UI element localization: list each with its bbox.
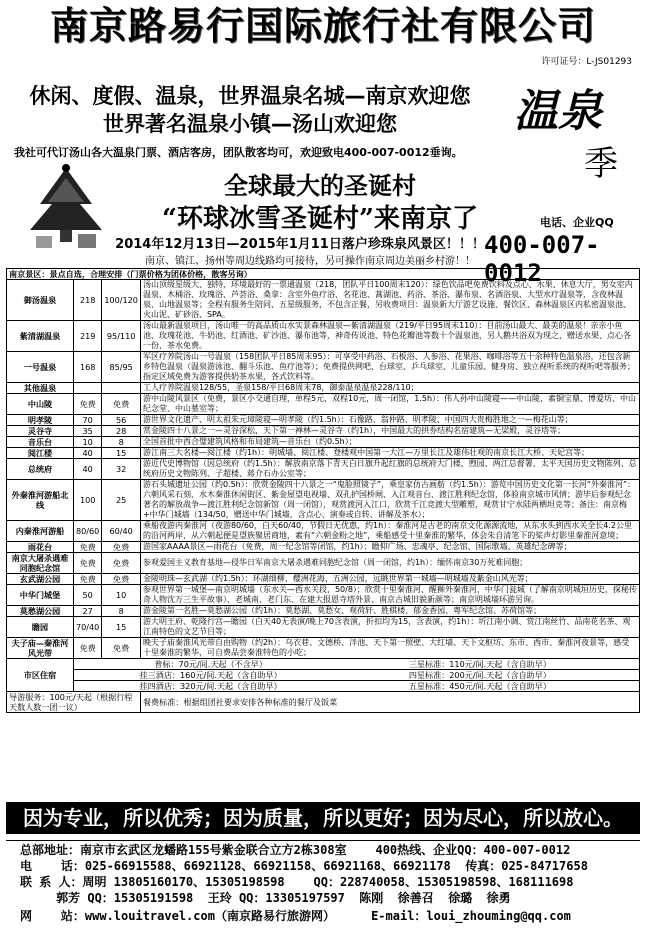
attraction-name: 莫愁湖公园 xyxy=(7,606,74,617)
group-price: 85/95 xyxy=(102,352,141,383)
attraction-description: 游大明王府、乾隆行宫—瞻园（白天40无表演/晚上70含表演，折扣均为15，含表演，约1h）：圻江南小调、赏江南丝竹、品南花名茶、观江南特色的文艺节目等； xyxy=(140,617,639,638)
list-price: 70 xyxy=(74,415,102,426)
hotline-number: 400-007-0012 xyxy=(484,231,600,287)
list-price: 219 xyxy=(74,321,102,352)
company-title: 南京路易行国际旅行社有限公司 xyxy=(49,3,596,48)
group-price: 100/120 xyxy=(102,280,141,321)
attraction-description: 游国家AAAA景区—雨花台（免费，周一纪念馆等闭馆，约1h）：瞻仰广场、忠魂亭、纪念馆、国际歌墙、英雄纪念碑等； xyxy=(140,542,639,553)
table-row xyxy=(7,585,640,606)
table-row xyxy=(7,437,640,448)
list-price: 免费 xyxy=(74,394,102,415)
attraction-name: 阅江楼 xyxy=(7,448,74,459)
attraction-name: 夫子庙—秦淮河风光带 xyxy=(7,638,74,659)
attraction-name: 中华门城堡 xyxy=(7,585,74,606)
table-row xyxy=(7,606,640,617)
list-price: 40 xyxy=(74,459,102,480)
list-price: 40 xyxy=(74,448,102,459)
hotel-price-cell xyxy=(74,670,640,681)
attraction-description: 晚夫子庙秦淮风光带自由购物（约2h）：乌衣巷、文德桥、泮池、天下第一照壁、大红墙、天下文枢坊、东市、西市、秦淮河夜景等，感受十里秦淮的繁华，可自费品尝秦淮特色的小吃； xyxy=(140,638,639,659)
attraction-description: 金陵明珠—玄武湖（约1.5h）：环湖细柳、樱洲花海、五洲公园，远眺世界第一城墙—明城墙及紫金山风光等； xyxy=(140,574,639,585)
attraction-name: 雨花台 xyxy=(7,542,74,553)
list-price xyxy=(74,383,102,394)
attraction-description: 游近代史博物馆（因总统府（约1.5h）：解放南京落下青天白日旗升起红旗的总统府大门楼，煦园、两江总督署、太平天国历史文物陈列、总统府历史文物陈列、子超楼、蒋介石办公室等； xyxy=(140,459,639,480)
attraction-description: 游江南三大名楼—阅江楼（约1h）：明城墙、阅江楼、登楼观中国第一大江—万里长江及雄伟壮观的南京长江大桥、天妃宫等； xyxy=(140,448,639,459)
table-row xyxy=(7,352,640,383)
attraction-name: 一号温泉 xyxy=(7,352,74,383)
footer-contacts-2: 郭芳 QQ：15305191598 王玲 QQ：13305197597 陈刚 徐善召 徐璐 徐勇 xyxy=(20,891,511,905)
slogan-line-2: 世界著名温泉小镇—汤山欢迎您 xyxy=(103,112,397,136)
attraction-name: 外秦淮河游船北线 xyxy=(7,480,74,521)
group-price: 15 xyxy=(102,617,141,638)
guide-service: 导游服务：100元/天起（根据行程天数人数一团一议） xyxy=(7,692,141,713)
attractions-table xyxy=(6,268,640,713)
table-row xyxy=(7,383,640,394)
group-price: 15 xyxy=(102,448,141,459)
list-price: 70/40 xyxy=(74,617,102,638)
group-price: 25 xyxy=(102,480,141,521)
attraction-name: 紫清湖温泉 xyxy=(7,321,74,352)
hotel-price-left: 挂四酒店：320元/间.天起（含自助早） xyxy=(139,681,282,691)
attraction-description: 汤山顶级星级大、独特，环境最好的一票通温泉（218，团队平日100周末120）：绿色饮品吧免费饮料及点心、水果、休息大厅，男女室内温泉、木桶浴、玫瑰浴、芦荟浴、桑拿：含室外鱼疗浴、名花池、蒿湖池、药浴、茶浴、瀑布泉、名酒浴泉、大型水疗温泉等，含夜林温泉、山地温泉等；全程有服务生陪同、五星级服务，不包含正餐，另收费项目：温泉新大厅游艺设施、餐饮区、森林温泉区内私密温泉池、火山泥、矿砂浴、SPA。 xyxy=(140,280,639,321)
attraction-name: 瞻园 xyxy=(7,617,74,638)
agency-note: 我社可代订汤山各大温泉门票、酒店客房，团队散客均可，欢迎致电400-007-0012垂询。 xyxy=(14,146,463,159)
hotel-price-cell xyxy=(74,681,640,692)
list-price: 免费 xyxy=(74,553,102,574)
list-price: 免费 xyxy=(74,638,102,659)
hotel-price-right: 五星标准：450元/间.天起（含自助早） xyxy=(408,681,551,691)
footer-phone: 电 话：025-66915588、66921128、66921158、66921168、66921178 传真：025-84717658 xyxy=(20,859,588,873)
hotel-price-right: 三星标准：110元/间.天起（含自助早） xyxy=(408,659,551,669)
table-row xyxy=(7,459,640,480)
attraction-description: 工人疗养院温泉128/55，圣泉158/平日68周末78，御泰温泉温泉228/110； xyxy=(140,383,639,394)
attraction-description: 参观爱国主义教育基地—侵华日军南京大屠杀遇难同胞纪念馆（周一闭馆，约1h）：缅怀南京30万死难同胞； xyxy=(140,553,639,574)
attraction-name: 音乐台 xyxy=(7,437,74,448)
footer-divider xyxy=(6,840,640,841)
attraction-name: 灵谷寺 xyxy=(7,426,74,437)
list-price: 168 xyxy=(74,352,102,383)
attraction-description: 游世界文化遗产、明太祖朱元璋陵寝—明孝陵（约1.5h）：石像路、翁仲路、明孝陵、中国四大贵梅胜地之一—梅花山等； xyxy=(140,415,639,426)
hotel-price-cell xyxy=(74,659,640,670)
group-price: 60/40 xyxy=(102,521,141,542)
table-row xyxy=(7,553,640,574)
license-number: 许可证号：L-JS01293 xyxy=(541,57,632,67)
logo-text-sub: 季 xyxy=(584,144,618,184)
tour-note: 南京、镇江、扬州等周边线路均可接待，另可操作南京周边美丽乡村游！！ xyxy=(145,256,475,267)
list-price: 35 xyxy=(74,426,102,437)
group-price: 免费 xyxy=(102,553,141,574)
attraction-description: 参观世界第一城堡—南京明城墙（东水关—西水关段，50/8）；欣赏十里秦淮河、醒狮外秦淮河，中华门瓮城（了解南京明城垣历史，探秘传奇人物沈万三生平故事）、老城南、老门东、在建大报恩寺塔外景、南京古城旧貌新颜等；南京明城墙环游另询。 xyxy=(140,585,639,606)
hotel-price-left: 普标：70元/间.天起（不含早） xyxy=(154,659,267,669)
attraction-description: 乘船夜游内秦淮河（夜游80/60，白天60/40，节假日无优惠，约1h）：秦淮河是古老的南京文化源源流地，从东水头到西水关全长4.2公里的沿河两岸，从六朝起便是望族聚居商地，素有“六朝金粉之地”，乘船感受十里秦淮的繁华，体会朱自清笔下的桨声灯影里秦淮河意境； xyxy=(140,521,639,542)
footer-website: 网 站：www.louitravel.com（南京路易行旅游网） E-mail：loui_zhouming@qq.com xyxy=(20,909,571,923)
attraction-description: 汤山最新温泉项目，汤山唯一的高品质山水实景森林温泉—紫清湖温泉（219/平日95周末110）：目前汤山最大、最美的温泉！亲亲小鱼池、玫瑰花池、牛奶池、红酒池、矿沙池、瀑布池等，神奇传说池、特色花瓣池等数十个温泉池，另人鹅共浴双为现之，赠送水果、点心各一份，茶水免费。 xyxy=(140,321,639,352)
table-row xyxy=(7,574,640,585)
group-price: 95/110 xyxy=(102,321,141,352)
group-price: 56 xyxy=(102,415,141,426)
attraction-description: 赏金陵四十八景之一—灵谷深松，天下第一禅林—灵谷寺（约1h），中国最大的拱券结构名宿建筑—无梁殿，灵谷塔等； xyxy=(140,426,639,437)
attraction-name: 御汤温泉 xyxy=(7,280,74,321)
attraction-name: 总统府 xyxy=(7,459,74,480)
attraction-description: 游石头城遗址公园（约0.5h）：欣赏金陵四十八景之一“鬼脸照镜子”，乘皇家仿古画舫（约1.5h）：游览中国历史文化第一长河“外秦淮河”：六朝风采石刻、水木秦淮休闲街区、紫金屋望电视墙、双孔护国桥闸、入江观音台、渡江胜利纪念馆，体验南京城市风情；游毕后参观纪念著名的解放战争—渡江胜利纪念馆新馆（周一闭馆），观赏渡河入江口，欣赏千江竞渡大型雕塑，观赏甘宁水陆两栖坦克等；备注：南京梅+中华门城墙（134/50，赠送中华门城墙，含点心、演奏或自转、讲解及茶水）； xyxy=(140,480,639,521)
table-row xyxy=(7,542,640,553)
hotel-row xyxy=(7,681,640,692)
hot-spring-season-logo xyxy=(514,82,632,212)
attraction-name: 明孝陵 xyxy=(7,415,74,426)
table-row xyxy=(7,638,640,659)
attraction-description: 游中山陵风景区（免费，景区小交通自理，单程5元，双程10元，周一闭馆，1.5h）：伟人孙中山陵寝——中山陵，素铜宝鼎、博爱坊、中山纪念堂、中山墓室等； xyxy=(140,394,639,415)
table-header: 南京景区：景点自选，合理安排（门票价格为团体价格，散客另询） xyxy=(7,269,640,280)
table-row xyxy=(7,426,640,437)
list-price: 免费 xyxy=(74,542,102,553)
attraction-description: 全国首批中西合璧建筑风格和布局建筑—音乐台（约0.5h）； xyxy=(140,437,639,448)
attraction-name: 中山陵 xyxy=(7,394,74,415)
table-row xyxy=(7,280,640,321)
attraction-name: 其他温泉 xyxy=(7,383,74,394)
table-row xyxy=(7,480,640,521)
list-price: 27 xyxy=(74,606,102,617)
footer-contacts: 联 系 人：周明 13805160170、15305198598 QQ：228740058、15305198598、168111698 xyxy=(20,875,574,889)
group-price: 免费 xyxy=(102,574,141,585)
group-price: 8 xyxy=(102,437,141,448)
attraction-name: 南京大屠杀遇难同胞纪念馆 xyxy=(7,553,74,574)
table-row xyxy=(7,617,640,638)
list-price: 80/60 xyxy=(74,521,102,542)
group-price: 免费 xyxy=(102,394,141,415)
table-row xyxy=(7,394,640,415)
group-price: 8 xyxy=(102,606,141,617)
motto-band: 因为专业，所以优秀；因为质量，所以更好；因为尽心，所以放心。 xyxy=(6,802,640,834)
list-price: 免费 xyxy=(74,574,102,585)
attraction-name: 内秦淮河游船 xyxy=(7,521,74,542)
meal-standard: 餐费标准：根据组团社要求安排各种标准的餐厅及饭菜 xyxy=(140,692,639,713)
christmas-village-headline: “环球冰雪圣诞村”来南京了 xyxy=(162,204,478,234)
attraction-description: 军区疗养院汤山一号温泉（158团队平日85周末95）：可享受中药浴、石板浴、人参浴、花果浴、咖啡浴等五十余种特色温泉浴，还包含新乡特色温泉（温泉游泳池、翻斗乐池、鱼疗池等）；免费提供网吧、台球室、乒乓球室、儿童乐园、健身房、独立视听系统的视听吧等服务；指定区域免费为游客提供奶茶水果，各式饮料等。 xyxy=(140,352,639,383)
hotel-row xyxy=(7,670,640,681)
table-row xyxy=(7,415,640,426)
attractions-table-body xyxy=(7,269,640,713)
list-price: 100 xyxy=(74,480,102,521)
table-row xyxy=(7,321,640,352)
slogan-line-1: 休闲、度假、温泉，世界温泉名城—南京欢迎您 xyxy=(29,84,471,108)
list-price: 10 xyxy=(74,437,102,448)
event-dates: 2014年12月13日—2015年1月11日落户珍珠泉风景区！！！ xyxy=(115,237,485,252)
footer-address: 总部地址：南京市玄武区龙蟠路155号紫金联合立方2栋308室 400热线、企业QQ：400-007-0012 xyxy=(20,843,571,857)
attraction-name: 玄武湖公园 xyxy=(7,574,74,585)
group-price: 免费 xyxy=(102,542,141,553)
list-price: 218 xyxy=(74,280,102,321)
list-price: 50 xyxy=(74,585,102,606)
attraction-description: 游金陵第一名胜—莫愁湖公园（约1h）：莫愁湖、莫愁女、观荷轩、胜棋楼、郁金香园、粤军纪念馆、苏荷馆等； xyxy=(140,606,639,617)
table-row xyxy=(7,448,640,459)
logo-text-main: 温泉 xyxy=(514,86,602,137)
group-price xyxy=(102,383,141,394)
group-price: 免费 xyxy=(102,638,141,659)
hotel-price-left: 挂三酒店：160元/间.天起（含自助早） xyxy=(139,670,282,680)
group-price: 28 xyxy=(102,426,141,437)
hotel-price-right: 四星标准：200元/间.天起（含自助早） xyxy=(408,670,551,680)
group-price: 32 xyxy=(102,459,141,480)
table-header-row xyxy=(7,269,640,280)
group-price: 10 xyxy=(102,585,141,606)
service-row xyxy=(7,692,640,713)
contact-label: 电话、企业QQ xyxy=(540,216,614,229)
hotel-row xyxy=(7,659,640,670)
table-row xyxy=(7,521,640,542)
hotel-label: 市区住宿 xyxy=(7,659,74,692)
christmas-headline: 全球最大的圣诞村 xyxy=(224,171,416,200)
